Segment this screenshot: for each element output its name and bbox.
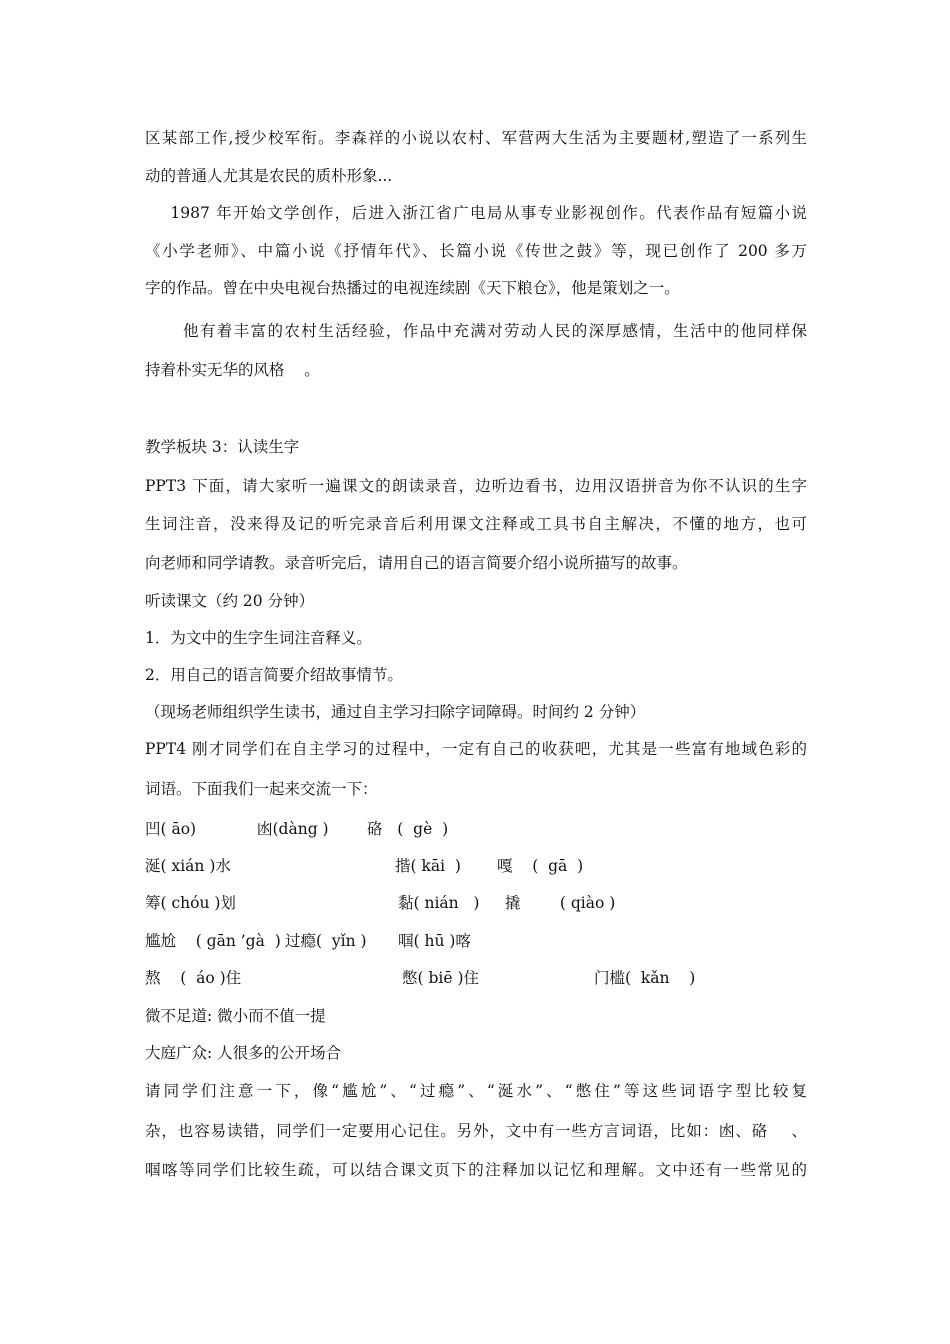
- vocab-item: 揩( kāi ): [395, 857, 461, 875]
- ppt3-line: 向老师和同学请教。录音听完后，请用自己的语言简要介绍小说所描写的故事。: [145, 554, 688, 572]
- vocab-item: 门槛( kǎn ): [594, 969, 696, 987]
- vocab-item: 硌 ( gè ): [367, 820, 449, 838]
- intro-line: 1987 年开始文学创作，后进入浙江省广电局从事专业影视创作。代表作品有短篇小说: [145, 204, 807, 222]
- vocab-item: 筹( chóu )划: [145, 894, 236, 912]
- definition-line: 大庭广众: 人很多的公开场合: [145, 1044, 342, 1062]
- intro-line: 区某部工作,授少校军衔。李森祥的小说以农村、军营两大生活为主要题材,塑造了一系列生: [145, 129, 807, 147]
- vocab-item: 涎( xián )水: [145, 857, 231, 875]
- vocab-item: 尴尬 ( ɡān ’gà ): [145, 932, 281, 950]
- closing-line: 啯喀等同学们比较生疏，可以结合课文页下的注释加以记忆和理解。文中还有一些常见的: [145, 1161, 807, 1179]
- vocab-item: 憋( biē )住: [402, 969, 480, 987]
- closing-line: 杂，也容易读错，同学们一定要用心记住。另外，文中有一些方言词语，比如：凼、硌 、: [145, 1122, 807, 1140]
- intro-line: 字的作品。曾在中央电视台热播过的电视连续剧《天下粮仓》，他是策划之一。: [145, 279, 680, 297]
- section-heading: 教学板块 3：认读生字: [145, 438, 300, 456]
- vocab-item: 撬 ( qiào ): [505, 894, 616, 912]
- intro-line: 动的普通人尤其是农民的质朴形象...: [145, 167, 393, 185]
- intro-line: 持着朴实无华的风格 。: [145, 361, 320, 379]
- closing-line: 请同学们注意一下，像“尴尬”、“过瘾”、“涎水”、“憋住”等这些词语字型比较复: [145, 1082, 807, 1100]
- ppt4-line: 词语。下面我们一起来交流一下：: [145, 780, 378, 798]
- ppt3-line: 生词注音，没来得及记的听完录音后利用课文注释或工具书自主解决，不懂的地方，也可: [145, 515, 807, 533]
- vocab-item: 黏( nián ): [398, 894, 480, 912]
- note-line: （现场老师组织学生读书，通过自主学习扫除字词障碍。时间约 2 分钟）: [145, 703, 646, 721]
- intro-line: 《小学老师》、中篇小说《抒情年代》、长篇小说《传世之鼓》等，现已创作了 200 多万: [145, 242, 807, 260]
- vocab-item: 啯( hū )喀: [398, 932, 471, 950]
- ppt3-line: PPT3 下面，请大家听一遍课文的朗读录音，边听边看书，边用汉语拼音为你不认识的生字: [145, 477, 807, 495]
- ppt4-line: PPT4 刚才同学们在自主学习的过程中，一定有自己的收获吧，尤其是一些富有地域色彩的: [145, 740, 807, 758]
- definition-line: 微不足道: 微小而不值一提: [145, 1007, 326, 1025]
- vocab-item: 熬 ( áo )住: [145, 969, 242, 987]
- vocab-item: 凼(dàng ): [257, 820, 329, 838]
- listen-line: 听读课文（约 20 分钟）: [145, 592, 315, 610]
- task-item: 2．用自己的语言简要介绍故事情节。: [145, 666, 403, 684]
- vocab-item: 凹( āo): [145, 820, 197, 838]
- task-item: 1．为文中的生字生词注音释义。: [145, 629, 372, 647]
- intro-line: 他有着丰富的农村生活经验，作品中充满对劳动人民的深厚感情，生活中的他同样保: [145, 322, 807, 340]
- vocab-item: 过瘾( yǐn ): [285, 932, 367, 950]
- vocab-item: 嘎 ( gā ): [497, 857, 584, 875]
